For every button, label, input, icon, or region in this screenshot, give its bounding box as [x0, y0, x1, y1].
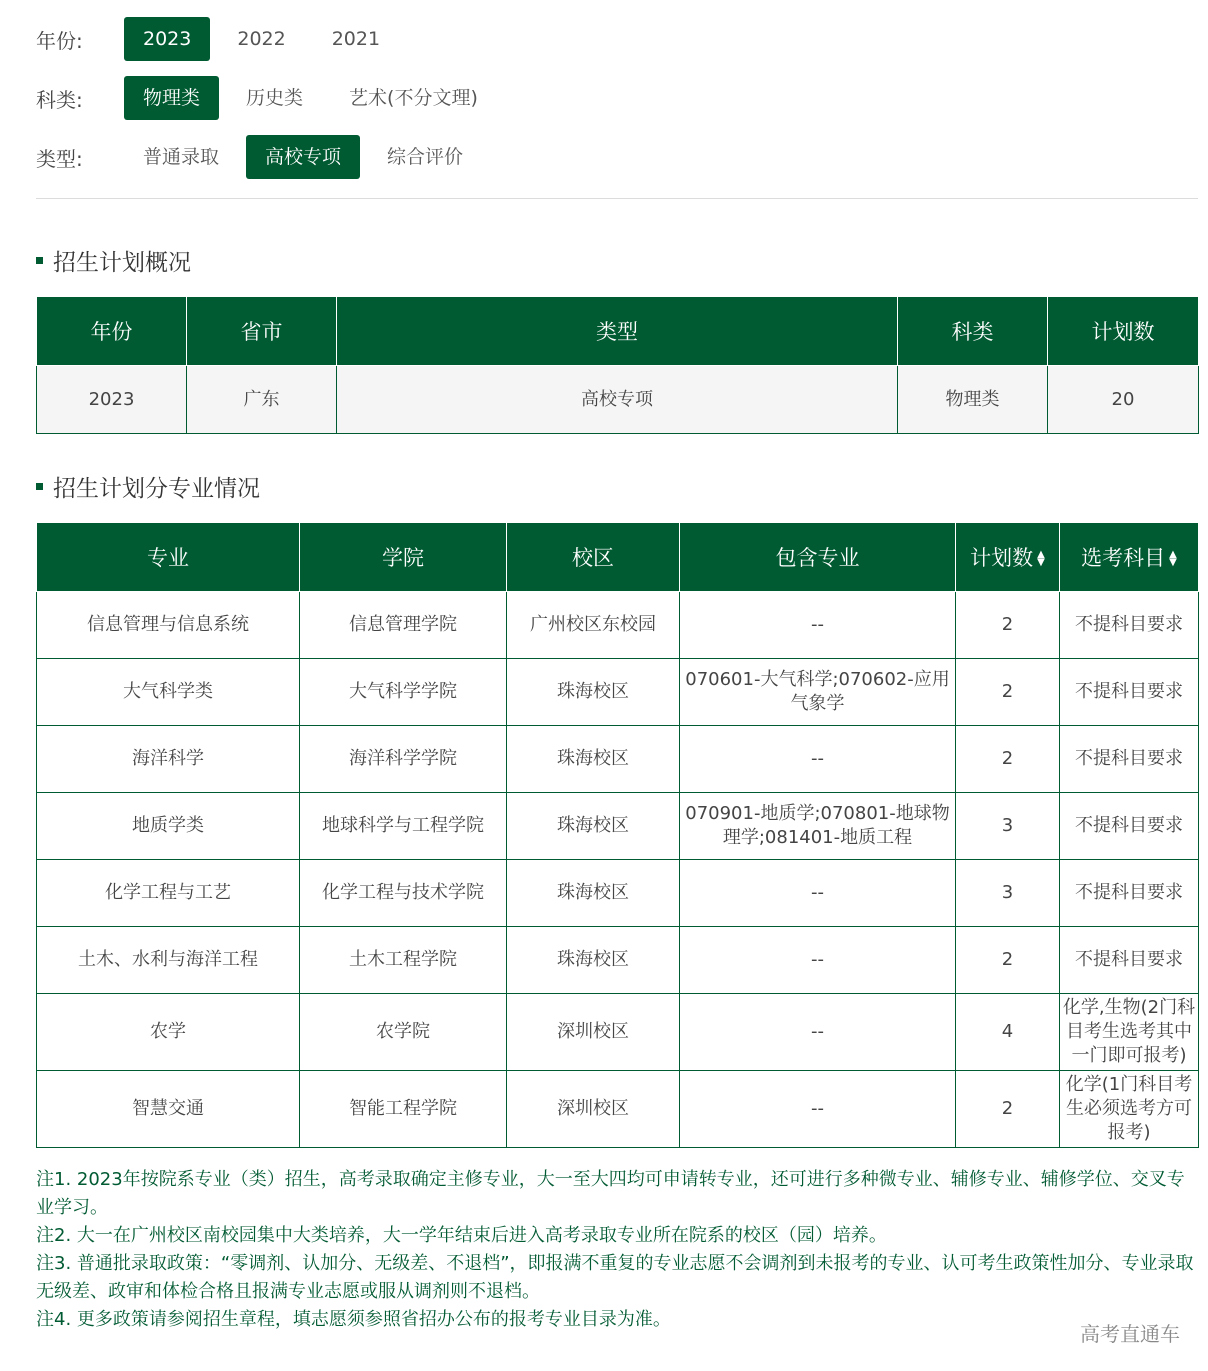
- majors-section-title: [36, 470, 260, 503]
- majors-header-subjects-label: 选考科目: [1081, 546, 1166, 570]
- summary-section-title: [36, 244, 191, 277]
- majors-cell-included: --: [680, 726, 956, 793]
- table-row: [37, 592, 1199, 659]
- year-option-2022[interactable]: 2022: [237, 28, 286, 50]
- table-row: [37, 726, 1199, 793]
- majors-cell-subjects: 化学,生物(2门科目考生选考其中一门即可报考): [1060, 994, 1199, 1071]
- type-option-comprehensive[interactable]: 综合评价: [387, 146, 464, 168]
- summary-cell-category: 物理类: [898, 366, 1048, 434]
- majors-cell-plan: 3: [956, 793, 1060, 860]
- notes: [36, 1166, 1196, 1334]
- year-option-2021[interactable]: 2021: [331, 28, 381, 50]
- table-row: [37, 994, 1199, 1071]
- majors-cell-major: 信息管理与信息系统: [37, 592, 300, 659]
- filter-label-category: 科类:: [36, 87, 83, 112]
- majors-cell-included: --: [680, 994, 956, 1071]
- table-row: [37, 793, 1199, 860]
- filter-row-year: [36, 16, 1198, 62]
- majors-header-plan-label: 计划数: [970, 546, 1034, 570]
- majors-cell-major: 大气科学类: [37, 659, 300, 726]
- summary-header-category: 科类: [898, 297, 1048, 366]
- majors-table: [36, 522, 1199, 1148]
- filter-row-type: [36, 134, 1198, 180]
- majors-cell-campus: 广州校区东校园: [507, 592, 680, 659]
- majors-title-text: 招生计划分专业情况: [53, 476, 260, 502]
- majors-cell-subjects: 化学(1门科目考生必须选考方可报考): [1060, 1071, 1199, 1148]
- summary-header-year: 年份: [37, 297, 187, 366]
- note-4: 注4. 更多政策请参阅招生章程，填志愿须参照省招办公布的报考专业目录为准。: [36, 1309, 671, 1330]
- filter-label-type: 类型:: [36, 146, 83, 171]
- majors-cell-plan: 2: [956, 659, 1060, 726]
- summary-header-plan: 计划数: [1048, 297, 1199, 366]
- majors-cell-plan: 2: [956, 927, 1060, 994]
- majors-cell-subjects: 不提科目要求: [1060, 927, 1199, 994]
- summary-cell-year: 2023: [37, 366, 187, 434]
- majors-cell-plan: 4: [956, 994, 1060, 1071]
- note-1: 注1. 2023年按院系专业（类）招生，高考录取确定主修专业，大一至大四均可申请转专业，还可进行多种微专业、辅修专业、辅修学位、交叉专业学习。: [36, 1169, 1185, 1218]
- divider: [36, 198, 1198, 199]
- majors-cell-campus: 珠海校区: [507, 726, 680, 793]
- majors-cell-subjects: 不提科目要求: [1060, 726, 1199, 793]
- majors-table-body: [37, 592, 1199, 1148]
- table-row: [37, 927, 1199, 994]
- majors-cell-campus: 珠海校区: [507, 860, 680, 927]
- majors-header-included: 包含专业: [680, 523, 956, 592]
- summary-cell-province: 广东: [187, 366, 337, 434]
- majors-cell-college: 地球科学与工程学院: [300, 793, 507, 860]
- table-row: [37, 366, 1199, 434]
- category-option-history[interactable]: 历史类: [246, 87, 304, 109]
- majors-cell-campus: 珠海校区: [507, 927, 680, 994]
- table-row: [37, 659, 1199, 726]
- majors-cell-college: 土木工程学院: [300, 927, 507, 994]
- majors-cell-major: 地质学类: [37, 793, 300, 860]
- majors-header-plan-sortable[interactable]: [956, 523, 1060, 592]
- majors-cell-plan: 2: [956, 592, 1060, 659]
- summary-header-type: 类型: [337, 297, 898, 366]
- category-option-art[interactable]: 艺术(不分文理): [349, 87, 478, 109]
- majors-cell-college: 智能工程学院: [300, 1071, 507, 1148]
- note-2: 注2. 大一在广州校区南校园集中大类培养，大一学年结束后进入高考录取专业所在院系的校区（园）培养。: [36, 1225, 887, 1246]
- note-3: 注3. 普通批录取政策：“零调剂、认加分、无级差、不退档”，即报满不重复的专业志愿不会调剂到未报考的专业、认可考生政策性加分、专业录取无级差、政审和体检合格且报满专业志愿或服从调剂则不退档。: [36, 1253, 1194, 1302]
- filter-row-category: [36, 75, 1198, 121]
- majors-cell-college: 海洋科学学院: [300, 726, 507, 793]
- majors-cell-campus: 深圳校区: [507, 994, 680, 1071]
- type-option-regular[interactable]: 普通录取: [143, 146, 220, 168]
- sort-icon[interactable]: ▲ ▼: [1169, 549, 1177, 568]
- majors-header-college: 学院: [300, 523, 507, 592]
- majors-cell-subjects: 不提科目要求: [1060, 659, 1199, 726]
- majors-cell-college: 化学工程与技术学院: [300, 860, 507, 927]
- majors-cell-included: --: [680, 927, 956, 994]
- sort-icon[interactable]: ▲ ▼: [1037, 549, 1045, 568]
- summary-cell-plan: 20: [1048, 366, 1199, 434]
- majors-cell-campus: 珠海校区: [507, 793, 680, 860]
- majors-cell-plan: 2: [956, 1071, 1060, 1148]
- majors-cell-included: --: [680, 592, 956, 659]
- majors-cell-college: 农学院: [300, 994, 507, 1071]
- majors-cell-major: 农学: [37, 994, 300, 1071]
- majors-cell-college: 信息管理学院: [300, 592, 507, 659]
- watermark: 高考直通车: [1080, 1322, 1180, 1346]
- majors-cell-plan: 3: [956, 860, 1060, 927]
- majors-cell-subjects: 不提科目要求: [1060, 793, 1199, 860]
- summary-header-province: 省市: [187, 297, 337, 366]
- majors-cell-major: 化学工程与工艺: [37, 860, 300, 927]
- majors-cell-campus: 深圳校区: [507, 1071, 680, 1148]
- summary-cell-type: 高校专项: [337, 366, 898, 434]
- majors-cell-major: 海洋科学: [37, 726, 300, 793]
- majors-cell-major: 土木、水利与海洋工程: [37, 927, 300, 994]
- majors-header-subjects-sortable[interactable]: [1060, 523, 1199, 592]
- type-option-special[interactable]: 高校专项: [246, 135, 360, 179]
- majors-cell-included: 070901-地质学;070801-地球物理学;081401-地质工程: [680, 793, 956, 860]
- summary-table: [36, 296, 1199, 434]
- category-option-physics[interactable]: 物理类: [124, 76, 219, 120]
- year-option-2023[interactable]: 2023: [124, 17, 210, 61]
- majors-header-row: [37, 523, 1199, 592]
- bullet-icon: [36, 483, 43, 490]
- filter-panel: [36, 16, 1198, 193]
- filter-label-year: 年份:: [36, 28, 83, 53]
- table-row: [37, 860, 1199, 927]
- summary-header-row: [37, 297, 1199, 366]
- majors-cell-subjects: 不提科目要求: [1060, 860, 1199, 927]
- majors-cell-plan: 2: [956, 726, 1060, 793]
- majors-cell-included: --: [680, 860, 956, 927]
- majors-cell-included: 070601-大气科学;070602-应用气象学: [680, 659, 956, 726]
- majors-header-campus: 校区: [507, 523, 680, 592]
- majors-cell-campus: 珠海校区: [507, 659, 680, 726]
- summary-title-text: 招生计划概况: [53, 250, 191, 276]
- majors-cell-college: 大气科学学院: [300, 659, 507, 726]
- majors-cell-major: 智慧交通: [37, 1071, 300, 1148]
- majors-header-major: 专业: [37, 523, 300, 592]
- bullet-icon: [36, 257, 43, 264]
- table-row: [37, 1071, 1199, 1148]
- majors-cell-subjects: 不提科目要求: [1060, 592, 1199, 659]
- majors-cell-included: --: [680, 1071, 956, 1148]
